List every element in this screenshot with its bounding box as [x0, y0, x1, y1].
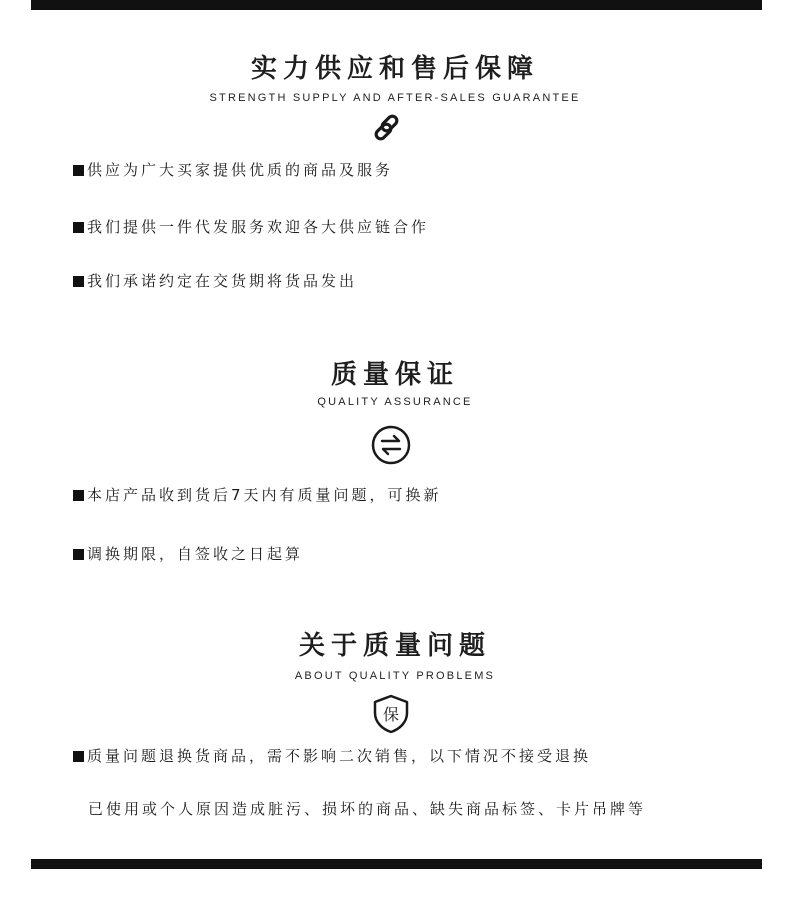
problems-item-1 [73, 745, 591, 766]
section-title-problems: 关于质量问题 [298, 631, 491, 661]
shield-icon-label: 保 [382, 705, 400, 724]
quality-item-1 [73, 484, 442, 505]
section-subtitle-supply: STRENGTH SUPPLY AND AFTER-SALES GUARANTEE [209, 92, 581, 104]
section-subtitle-quality: QUALITY ASSURANCE [317, 396, 473, 408]
quality-item-2 [73, 543, 303, 564]
section-title-quality: 质量保证 [330, 360, 459, 390]
supply-item-1-text: 供应为广大买家提供优质的商品及服务 [87, 161, 394, 179]
supply-item-1 [73, 159, 393, 180]
bullet-square [73, 276, 84, 287]
bullet-square [73, 490, 84, 501]
top-divider-bar [31, 0, 762, 10]
exchange-arrows-icon [370, 424, 412, 466]
quality-item-1-text: 本店产品收到货后7天内有质量问题，可换新 [87, 486, 442, 504]
bullet-square [73, 751, 84, 762]
link-icon [371, 112, 405, 144]
supply-item-3-text: 我们承诺约定在交货期将货品发出 [87, 272, 358, 290]
supply-item-3 [73, 270, 357, 291]
problems-item-1-text: 质量问题退换货商品，需不影响二次销售，以下情况不接受退换 [87, 747, 592, 765]
bullet-square [73, 165, 84, 176]
problems-note: 已使用或个人原因造成脏污、损坏的商品、缺失商品标签、卡片吊牌等 [88, 800, 647, 818]
supply-item-2 [73, 216, 429, 237]
bullet-square [73, 222, 84, 233]
bottom-divider-bar [31, 859, 762, 869]
section-subtitle-problems: ABOUT QUALITY PROBLEMS [294, 670, 496, 682]
section-title-supply: 实力供应和售后保障 [250, 54, 539, 84]
shield-icon [372, 694, 410, 734]
supply-item-2-text: 我们提供一件代发服务欢迎各大供应链合作 [87, 218, 430, 236]
quality-item-2-text: 调换期限，自签收之日起算 [87, 545, 304, 563]
bullet-square [73, 549, 84, 560]
